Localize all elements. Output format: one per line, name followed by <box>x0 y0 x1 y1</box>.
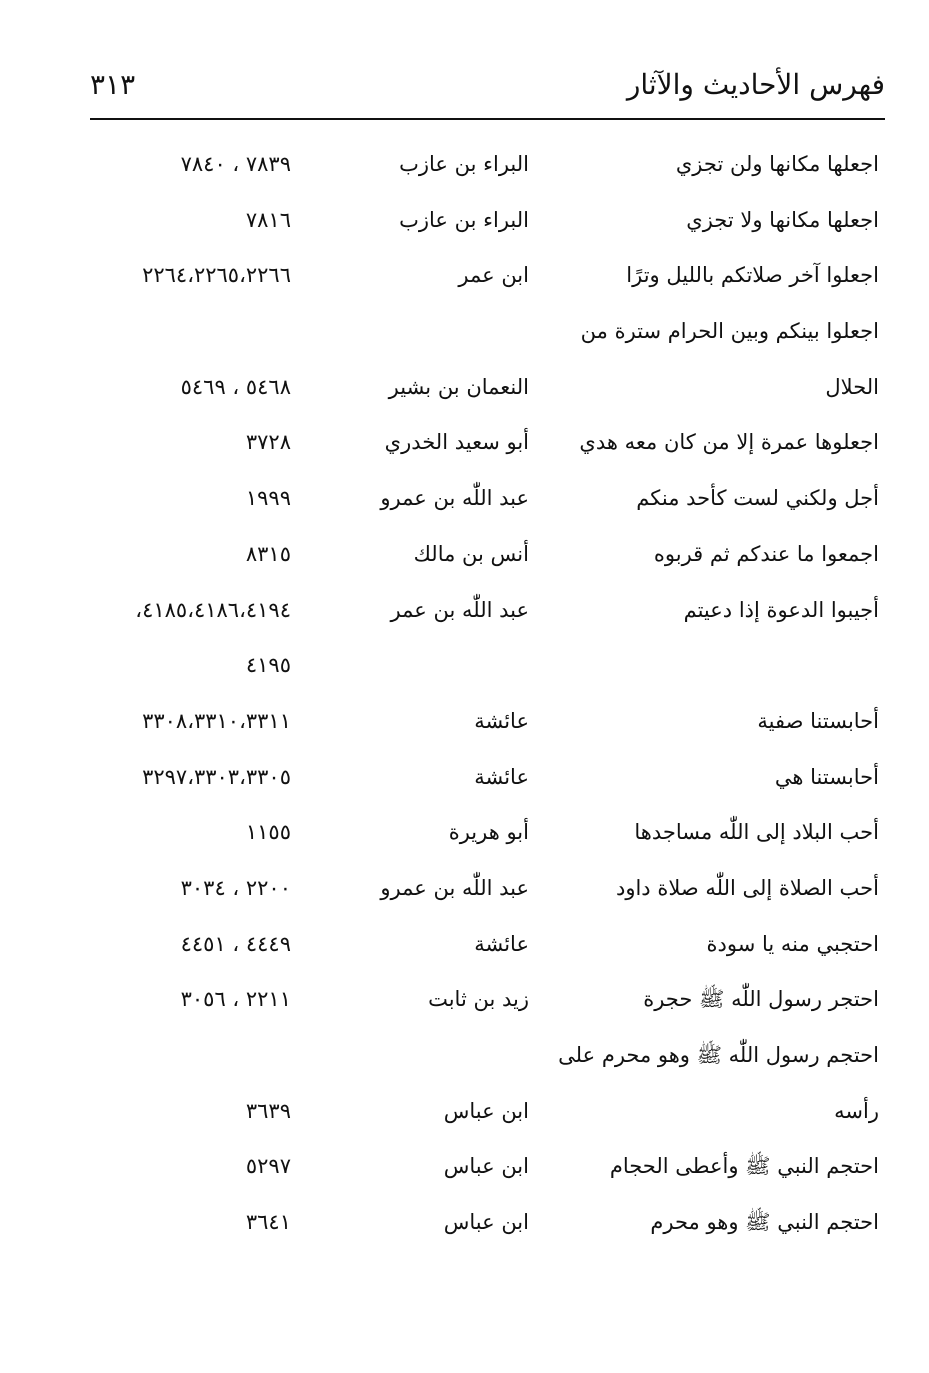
hadith-numbers: ١٩٩٩ <box>245 486 291 511</box>
hadith-numbers: ٢٢١١ ، ٣٠٥٦ <box>180 987 291 1012</box>
hadith-numbers: ٣٧٢٨ <box>245 430 291 455</box>
hadith-text: أجل ولكني لست كأحد منكم <box>636 486 879 511</box>
hadith-text: اجعلها مكانها ولن تجزي <box>675 152 879 176</box>
hadith-text: احتجم النبي ﷺ وأعطى الحجام <box>609 1154 879 1179</box>
index-entry <box>0 749 929 805</box>
hadith-numbers: ٣٣٠٨،٣٣١٠،٣٣١١ <box>142 708 291 733</box>
hadith-numbers: ٧٨١٦ <box>245 207 291 232</box>
index-entry <box>0 414 929 470</box>
index-entry <box>0 192 929 248</box>
hadith-numbers: ٢٢٠٠ ، ٣٠٣٤ <box>180 875 291 900</box>
hadith-numbers: ٤١٨٥،٤١٨٦،٤١٩٤، <box>135 597 291 622</box>
hadith-text: الحلال <box>825 374 879 399</box>
hadith-text: اجعلوا آخر صلاتكم بالليل وترًا <box>626 263 879 288</box>
hadith-text: أحب البلاد إلى اللّٰه مساجدها <box>634 820 879 845</box>
hadith-text: أحابستنا صفية <box>757 708 879 733</box>
hadith-index-list <box>0 136 929 1250</box>
page-title: فهرس الأحاديث والآثار <box>626 68 885 101</box>
index-entry <box>0 582 929 638</box>
index-entry <box>0 359 929 415</box>
header-rule <box>90 118 885 120</box>
narrator-name: ابن عباس <box>443 1210 529 1235</box>
index-entry <box>0 860 929 916</box>
hadith-numbers: ٣٦٣٩ <box>245 1098 291 1123</box>
index-entry <box>0 637 929 693</box>
index-entry <box>0 136 929 192</box>
index-entry <box>0 1194 929 1250</box>
index-entry <box>0 526 929 582</box>
hadith-numbers: ٤٤٤٩ ، ٤٤٥١ <box>180 931 291 956</box>
index-entry <box>0 1083 929 1139</box>
index-entry <box>0 247 929 303</box>
narrator-name: أبو هريرة <box>448 820 529 845</box>
hadith-numbers: ١١٥٥ <box>245 820 291 845</box>
hadith-numbers: ٥٤٦٨ ، ٥٤٦٩ <box>180 374 291 399</box>
index-entry <box>0 470 929 526</box>
narrator-name: ابن عباس <box>443 1154 529 1179</box>
hadith-numbers: ٢٢٦٤،٢٢٦٥،٢٢٦٦ <box>142 263 291 288</box>
hadith-text: احتجر رسول اللّٰه ﷺ حجرة <box>643 987 879 1012</box>
narrator-name: عائشة <box>474 764 529 789</box>
index-entry <box>0 1138 929 1194</box>
narrator-name: زيد بن ثابت <box>428 987 529 1012</box>
hadith-numbers: ٣٦٤١ <box>245 1210 291 1235</box>
narrator-name: البراء بن عازب <box>399 207 529 232</box>
hadith-text: رأسه <box>834 1098 879 1123</box>
narrator-name: عبد اللّٰه بن عمر <box>390 597 529 622</box>
index-entry <box>0 303 929 359</box>
narrator-name: النعمان بن بشير <box>388 374 529 399</box>
narrator-name: عبد اللّٰه بن عمرو <box>380 875 529 900</box>
narrator-name: عائشة <box>474 931 529 956</box>
index-entry <box>0 916 929 972</box>
hadith-text: أجيبوا الدعوة إذا دعيتم <box>683 597 879 622</box>
hadith-text: احتجم رسول اللّٰه ﷺ وهو محرم على <box>558 1043 879 1067</box>
hadith-numbers: ٧٨٣٩ ، ٧٨٤٠ <box>180 152 291 176</box>
narrator-name: البراء بن عازب <box>399 152 529 176</box>
index-entry <box>0 693 929 749</box>
narrator-name: أنس بن مالك <box>413 541 529 566</box>
page-number: ٣١٣ <box>90 68 136 101</box>
page-header <box>90 60 885 108</box>
hadith-text: أحابستنا هي <box>774 764 879 789</box>
hadith-text: احتجبي منه يا سودة <box>706 931 879 956</box>
narrator-name: ابن عباس <box>443 1098 529 1123</box>
hadith-text: احتجم النبي ﷺ وهو محرم <box>650 1210 879 1235</box>
hadith-text: اجعلها مكانها ولا تجزي <box>686 207 879 232</box>
narrator-name: عائشة <box>474 708 529 733</box>
index-entry <box>0 971 929 1027</box>
hadith-numbers: ٤١٩٥ <box>245 653 291 678</box>
hadith-text: اجعلوا بينكم وبين الحرام سترة من <box>580 319 879 344</box>
narrator-name: ابن عمر <box>458 263 529 288</box>
hadith-numbers: ٥٢٩٧ <box>245 1154 291 1179</box>
hadith-numbers: ٨٣١٥ <box>245 541 291 566</box>
hadith-text: اجعلوها عمرة إلا من كان معه هدي <box>579 430 879 455</box>
index-entry <box>0 804 929 860</box>
index-entry <box>0 1027 929 1083</box>
narrator-name: عبد اللّٰه بن عمرو <box>380 486 529 511</box>
hadith-text: أحب الصلاة إلى اللّٰه صلاة داود <box>615 875 879 900</box>
narrator-name: أبو سعيد الخدري <box>384 430 529 455</box>
hadith-text: اجمعوا ما عندكم ثم قربوه <box>653 541 879 566</box>
hadith-numbers: ٣٢٩٧،٣٣٠٣،٣٣٠٥ <box>142 764 291 789</box>
